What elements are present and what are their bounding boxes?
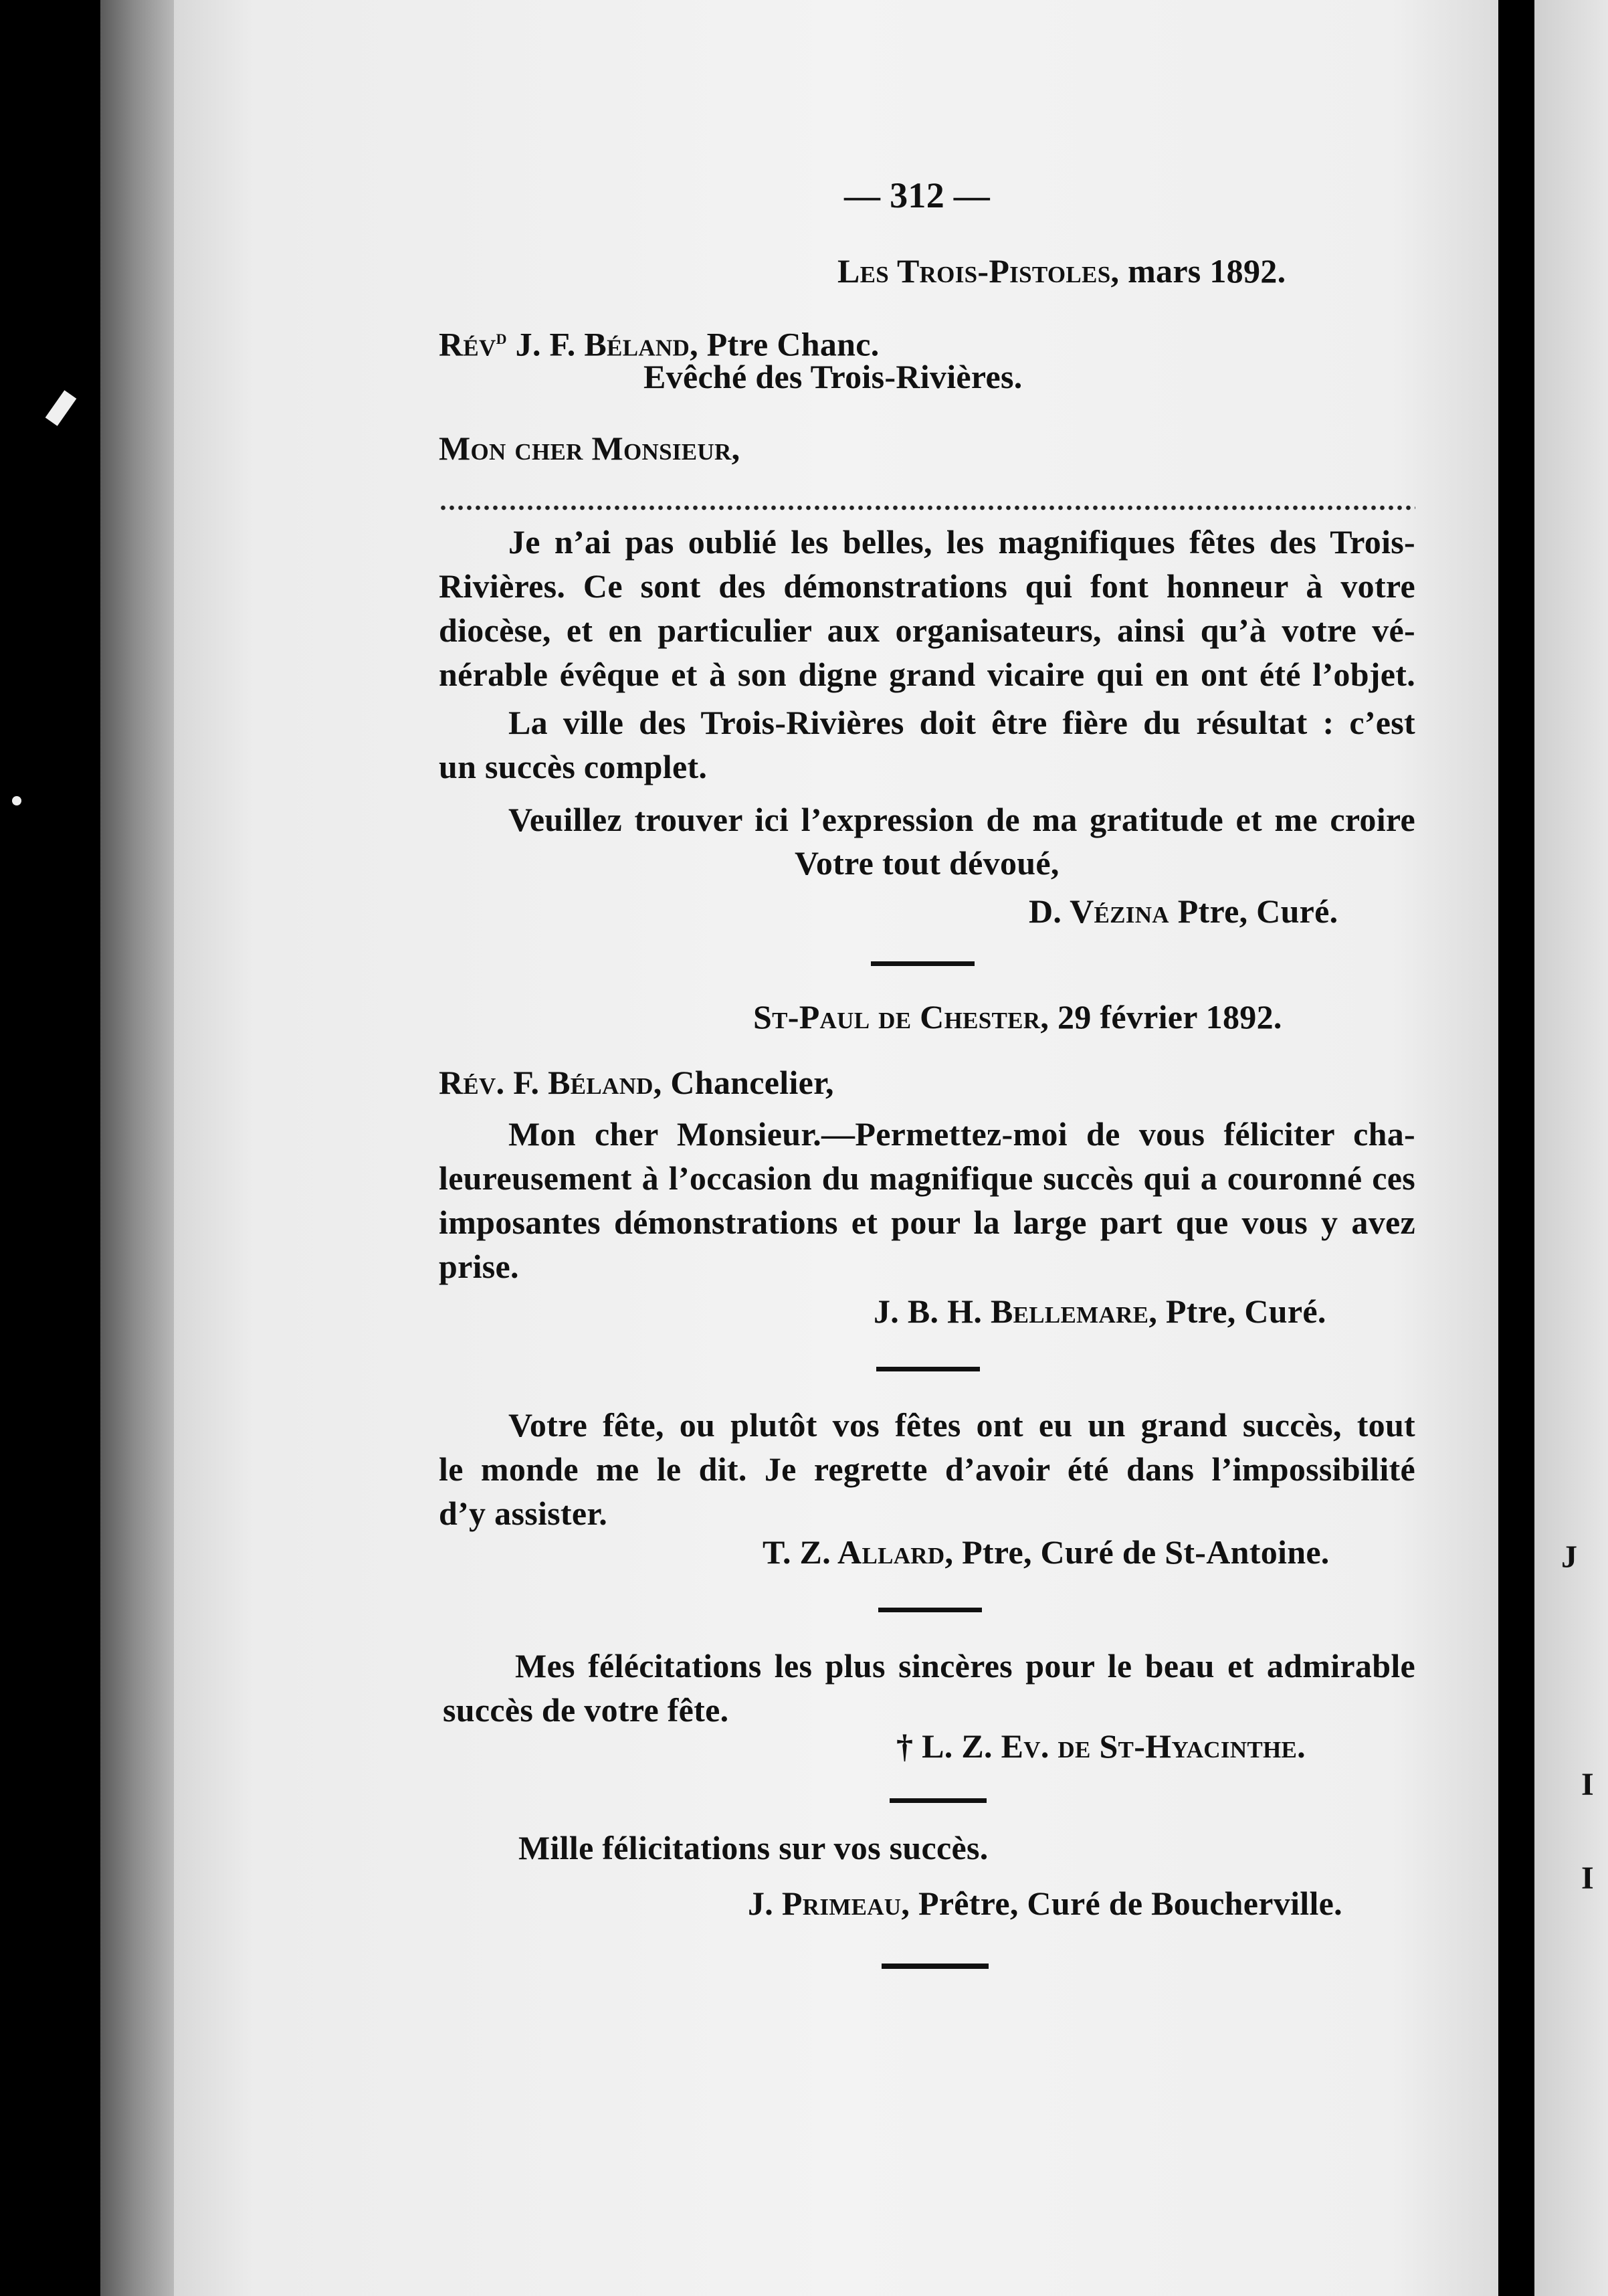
page-right-edge xyxy=(1498,0,1534,2296)
book-gutter xyxy=(100,0,174,2296)
place: Les Trois-Pistoles xyxy=(837,252,1111,290)
addressee-title: , Chancelier, xyxy=(653,1064,834,1101)
signature xyxy=(874,1291,1326,1331)
addressee-prefix: Rév xyxy=(439,325,496,363)
adjacent-page-edge xyxy=(1534,0,1608,2296)
paragraph-line: succès de votre fête. xyxy=(443,1691,729,1729)
addressee-line-2: Evêché des Trois-Rivières. xyxy=(643,358,1023,395)
paragraph-line: le monde me le dit. Je regrette d’avoir été dans l’impossibilité xyxy=(439,1450,1415,1488)
paragraph-line: Mille félicitations sur vos succès. xyxy=(518,1829,989,1867)
paragraph-line: Mes félécitations les plus sincères pour le beau et admirable xyxy=(515,1647,1415,1685)
separator-rule xyxy=(890,1798,987,1803)
paragraph-line: nérable évêque et à son digne grand vicaire qui en ont été l’objet. xyxy=(439,656,1415,693)
separator-rule xyxy=(878,1608,982,1612)
paragraph-line: Mon cher Monsieur.—Permettez-moi de vous féliciter cha- xyxy=(508,1115,1415,1153)
signature: † L. Z. Ev. de St-Hyacinthe. xyxy=(896,1727,1306,1765)
addressee-prefix-superscript: d xyxy=(496,324,507,349)
addressee-prefix: Rév. xyxy=(439,1064,505,1101)
signature-title: Ptre, Curé. xyxy=(1169,892,1338,930)
paragraph-line: imposantes démonstrations et pour la large part que vous y avez xyxy=(439,1204,1415,1241)
paragraph-line: prise. xyxy=(439,1248,519,1285)
elision-dotted-line xyxy=(439,503,1415,512)
separator-rule xyxy=(876,1367,980,1371)
adjacent-page-letter: J xyxy=(1561,1539,1577,1575)
letter-place-date xyxy=(753,997,1282,1037)
signature-title: , Ptre, Curé. xyxy=(1148,1293,1326,1330)
paragraph-line: Je n’ai pas oublié les belles, les magnifiques fêtes des Trois- xyxy=(508,523,1415,561)
addressee-name: J. F. Béland xyxy=(506,325,690,363)
scan-artifact xyxy=(12,796,21,805)
adjacent-page-letter: I xyxy=(1581,1767,1594,1802)
signature-name: D. Vézina xyxy=(1029,892,1169,930)
paragraph-line: d’y assister. xyxy=(439,1495,608,1532)
signature-title: , Prêtre, Curé de Boucherville. xyxy=(901,1885,1342,1922)
paragraph-line: Rivières. Ce sont des démonstrations qui font honneur à votre xyxy=(439,567,1415,605)
adjacent-page-letter: I xyxy=(1581,1860,1594,1896)
addressee-title: , Ptre Chanc. xyxy=(690,325,880,363)
signature xyxy=(1029,891,1338,931)
closing: Votre tout dévoué, xyxy=(795,844,1060,882)
paragraph-line: Votre fête, ou plutôt vos fêtes ont eu un grand succès, tout xyxy=(508,1406,1415,1444)
date: , 29 février 1892. xyxy=(1040,998,1282,1036)
signature-name: T. Z. Allard xyxy=(763,1533,945,1571)
paragraph-line: leureusement à l’occasion du magnifique succès qui a couronné ces xyxy=(439,1159,1415,1197)
signature-name: J. Primeau xyxy=(748,1885,902,1922)
paragraph-line: Veuillez trouver ici l’expression de ma gratitude et me croire xyxy=(508,801,1415,838)
date: , mars 1892. xyxy=(1110,252,1286,290)
separator-rule xyxy=(882,1964,989,1969)
paragraph-line: un succès complet. xyxy=(439,748,708,785)
scan-left-margin xyxy=(0,0,100,2296)
place: St-Paul de Chester xyxy=(753,998,1041,1036)
letter-place-date xyxy=(837,251,1286,291)
signature-name: J. B. H. Bellemare xyxy=(874,1293,1149,1330)
salutation: Mon cher Monsieur, xyxy=(439,429,740,467)
paragraph-line: La ville des Trois-Rivières doit être fière du résultat : c’est xyxy=(508,704,1415,741)
separator-rule xyxy=(871,961,975,966)
signature xyxy=(763,1532,1330,1572)
signature xyxy=(748,1883,1342,1923)
paragraph-line: diocèse, et en particulier aux organisateurs, ainsi qu’à votre vé- xyxy=(439,611,1415,649)
letter-addressee xyxy=(439,1062,834,1103)
page-number: — 312 — xyxy=(844,175,991,215)
signature-title: , Ptre, Curé de St-Antoine. xyxy=(944,1533,1330,1571)
addressee-name: F. Béland xyxy=(504,1064,654,1101)
